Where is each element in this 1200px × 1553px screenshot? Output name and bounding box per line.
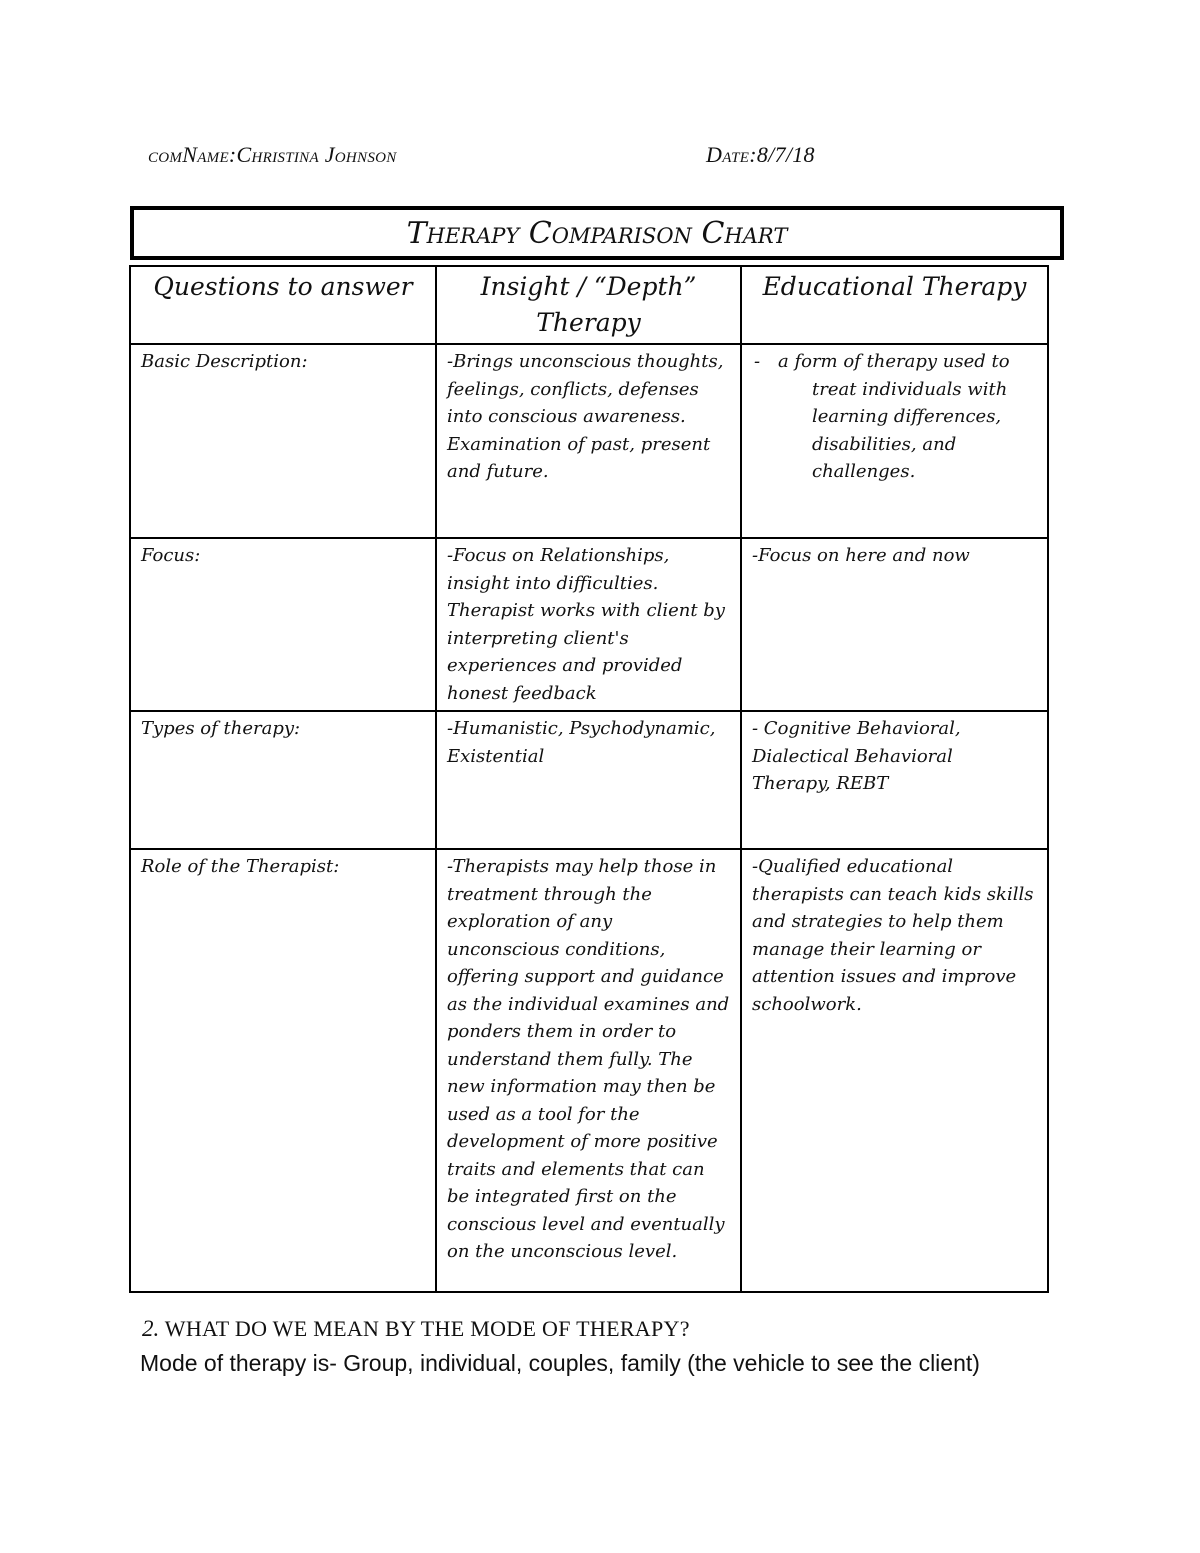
- student-name: comName:Christina Johnson: [148, 142, 397, 167]
- column-header-questions: Questions to answer: [130, 266, 436, 344]
- row-label-role: Role of the Therapist:: [130, 849, 436, 1292]
- comparison-table: [129, 265, 1049, 1293]
- question-2: [142, 1316, 690, 1342]
- question-2-answer: Mode of therapy is- Group, individual, couples, family (the vehicle to see the client): [140, 1350, 980, 1376]
- row-label-types: Types of therapy:: [130, 711, 436, 849]
- cell-insight-types: -Humanistic, Psychodynamic, Existential: [436, 711, 741, 849]
- cell-educational-basic-description: [741, 344, 1048, 538]
- row-label-focus: Focus:: [130, 538, 436, 711]
- chart-title: Therapy Comparison Chart: [406, 215, 788, 251]
- row-label-basic-description: Basic Description:: [130, 344, 436, 538]
- cell-insight-focus: -Focus on Relationships, insight into difficulties. Therapist works with client by interpreting client's experiences and provided honest feedback: [436, 538, 741, 711]
- cell-educational-basic-description-text: a form of therapy used to treat individuals with learning differences, disabilities, and challenges.: [778, 351, 1010, 482]
- chart-title-box: [130, 206, 1064, 260]
- cell-insight-role: -Therapists may help those in treatment through the exploration of any unconscious conditions, offering support and guidance as the individual examines and ponders them in order to understand them fully. The new information may then be used as a tool for the development of more positive traits and elements that can be integrated first on the conscious level and eventually on the unconscious level.: [436, 849, 741, 1292]
- table-row: [130, 344, 1048, 538]
- date-label: Date:8/7/18: [706, 142, 815, 167]
- bullet-dash: -: [754, 351, 761, 372]
- column-header-insight: Insight / “Depth” Therapy: [436, 266, 741, 344]
- table-header-row: [130, 266, 1048, 344]
- cell-educational-types: - Cognitive Behavioral, Dialectical Behavioral Therapy, REBT: [741, 711, 1048, 849]
- cell-educational-role: -Qualified educational therapists can teach kids skills and strategies to help them manage their learning or attention issues and improve schoolwork.: [741, 849, 1048, 1292]
- table-row: [130, 711, 1048, 849]
- column-header-educational: Educational Therapy: [741, 266, 1048, 344]
- question-number: 2.: [142, 1316, 160, 1341]
- cell-educational-focus: -Focus on here and now: [741, 538, 1048, 711]
- cell-insight-basic-description: -Brings unconscious thoughts, feelings, conflicts, defenses into conscious awareness. Examination of past, present and future.: [436, 344, 741, 538]
- table-row: [130, 849, 1048, 1292]
- table-row: [130, 538, 1048, 711]
- question-text: WHAT DO WE MEAN BY THE MODE OF THERAPY?: [164, 1316, 690, 1341]
